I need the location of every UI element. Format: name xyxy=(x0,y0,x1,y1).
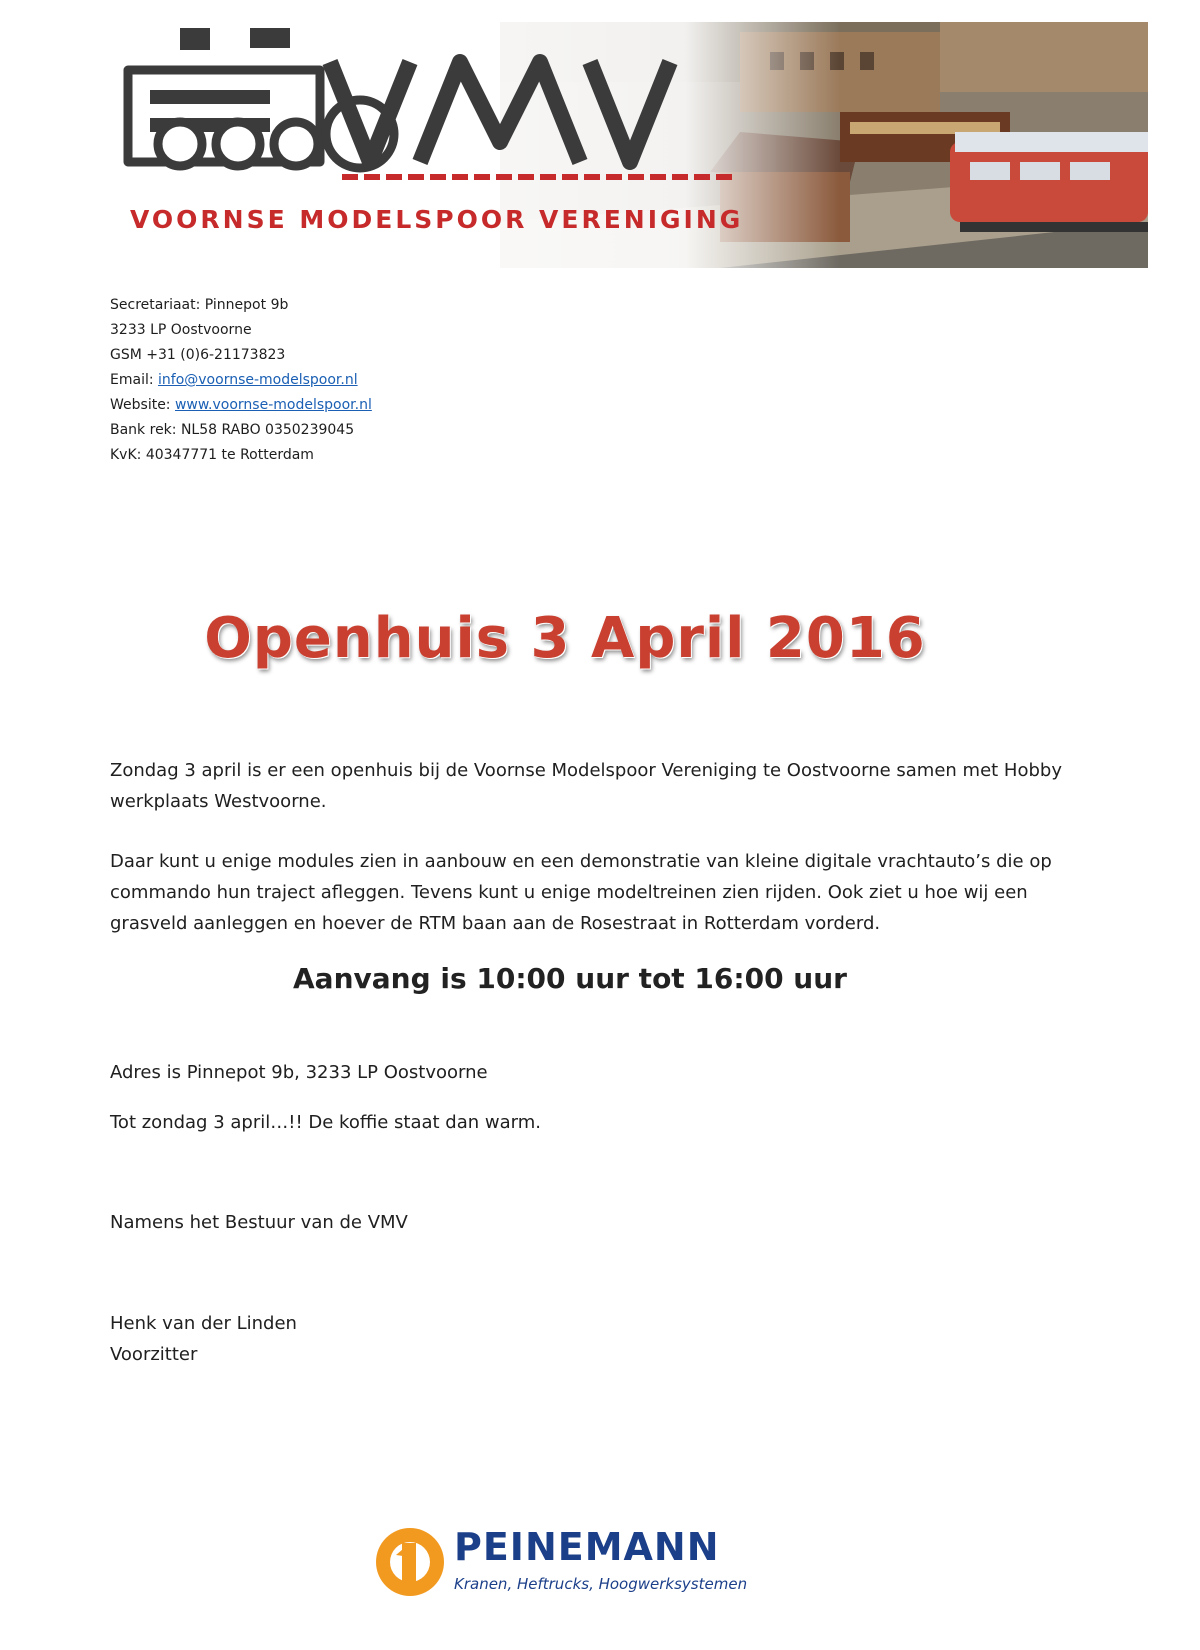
on-behalf-line: Namens het Bestuur van de VMV xyxy=(110,1212,408,1233)
sponsor-name: PEINEMANN xyxy=(454,1525,720,1569)
signatory-name: Henk van der Linden xyxy=(110,1313,297,1334)
email-label: Email: xyxy=(110,372,159,388)
kvk: KvK: 40347771 te Rotterdam xyxy=(110,447,314,463)
sponsor-logo xyxy=(372,1527,772,1597)
paragraph-details: Daar kunt u enige modules zien in aanbouw en een demonstratie van kleine digitale vrachtauto’s die op commando hun traject afleggen. Tevens kunt u enige modeltreinen zien rijden. Ook ziet u hoe wij een grasveld aanleggen en hoever de RTM baan aan de Rosestraat in Rotterdam vorderd. xyxy=(110,851,1052,934)
address-line: Adres is Pinnepot 9b, 3233 LP Oostvoorne xyxy=(110,1062,488,1083)
website-row xyxy=(110,393,372,418)
gsm: GSM +31 (0)6-21173823 xyxy=(110,347,286,363)
club-name: VOORNSE MODELSPOOR VERENIGING xyxy=(130,205,744,234)
paragraph-intro: Zondag 3 april is er een openhuis bij de Voornse Modelspoor Vereniging te Oostvoorne samen met Hobby werkplaats Westvoorne. xyxy=(110,760,1062,812)
header-banner xyxy=(120,22,1148,268)
website-link[interactable]: www.voornse-modelspoor.nl xyxy=(174,397,372,413)
email-link[interactable]: info@voornse-modelspoor.nl xyxy=(158,372,358,388)
bank-account: Bank rek: NL58 RABO 0350239045 xyxy=(110,422,355,438)
email-row xyxy=(110,368,372,393)
signatory-role: Voorzitter xyxy=(110,1344,198,1365)
opening-hours: Aanvang is 10:00 uur tot 16:00 uur xyxy=(293,962,847,995)
website-label: Website: xyxy=(110,397,175,413)
page-title: Openhuis 3 April 2016 xyxy=(204,606,926,671)
peinemann-icon xyxy=(372,1527,452,1597)
closing-line: Tot zondag 3 april…!! De koffie staat dan warm. xyxy=(110,1112,541,1133)
sponsor-tagline: Kranen, Heftrucks, Hoogwerksystemen xyxy=(454,1575,748,1593)
signature-block xyxy=(110,1308,297,1370)
secretariaat: Secretariaat: Pinnepot 9b xyxy=(110,297,289,313)
contact-block xyxy=(110,293,372,468)
postcode: 3233 LP Oostvoorne xyxy=(110,322,252,338)
